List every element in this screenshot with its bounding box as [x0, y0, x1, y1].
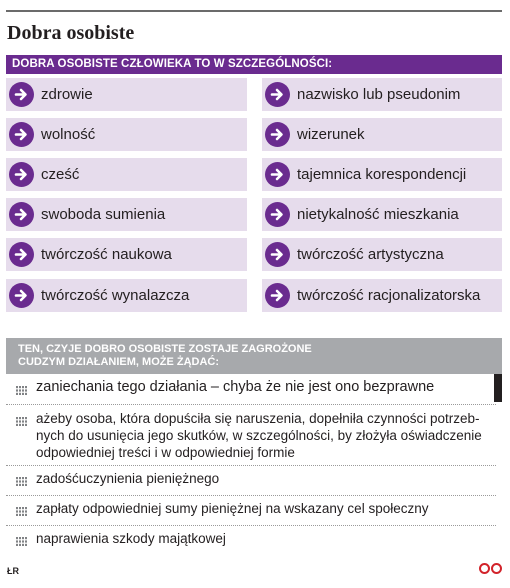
claim-item — [6, 500, 496, 517]
right-item-label: wolność — [41, 126, 96, 144]
grid-bullet-icon — [16, 504, 28, 514]
claim-text-line: zaniechania tego działania – chyba że nie jest ono bezprawne — [36, 379, 435, 395]
right-item-label: zdrowie — [41, 86, 93, 103]
arrow-right-circle-icon — [9, 162, 34, 187]
right-item-left — [6, 238, 247, 271]
claim-text — [36, 410, 482, 461]
gp-logo-icon — [479, 563, 502, 574]
claim-text-line: zadośćuczynienia pieniężnego — [36, 471, 220, 486]
dotted-divider — [6, 465, 496, 466]
right-item-label: nazwisko lub pseudonim — [297, 86, 461, 103]
arrow-right-circle-icon — [265, 122, 290, 147]
right-item-left — [6, 198, 247, 231]
claim-text-line: nych do usunięcia jego skutków, w szczególności, by złożyła oświadczenie — [36, 428, 482, 443]
dotted-divider — [6, 404, 496, 405]
right-item-label: nietykalność mieszkania — [297, 206, 459, 224]
arrow-right-circle-icon — [265, 82, 290, 107]
right-item-label: cześć — [41, 166, 80, 184]
claims-heading-line2: CUDZYM DZIAŁANIEM, MOŻE ŻĄDAĆ: — [18, 356, 220, 368]
claim-text-line: naprawienia szkody majątkowej — [36, 531, 226, 546]
claim-item — [6, 379, 496, 396]
arrow-right-circle-icon — [265, 202, 290, 227]
claim-item — [6, 410, 496, 461]
claim-item — [6, 470, 496, 487]
right-item-left — [6, 78, 247, 111]
claim-text-line: zapłaty odpowiedniej sumy pieniężnej na wskazany cel społeczny — [36, 501, 429, 516]
right-item-label: wizerunek — [297, 126, 365, 144]
dotted-divider — [6, 525, 496, 526]
dotted-divider — [6, 495, 496, 496]
right-item-label: twórczość wynalazcza — [41, 286, 190, 304]
right-item-left — [6, 118, 247, 151]
right-item-label: twórczość artystyczna — [297, 246, 444, 264]
grid-bullet-icon — [16, 414, 28, 424]
grid-bullet-icon — [16, 474, 28, 484]
claim-text — [36, 530, 226, 547]
source-credit: ŁR — [7, 566, 19, 576]
claim-text-line: odpowiedniej treści i w odpowiedniej formie — [36, 445, 295, 460]
right-item-right — [262, 279, 502, 312]
claims-heading — [6, 338, 502, 374]
page-title: Dobra osobiste — [7, 22, 135, 44]
grid-bullet-icon — [16, 534, 28, 544]
top-rule — [6, 10, 502, 12]
right-item-right — [262, 198, 502, 231]
claims-heading-line1: TEN, CZYJE DOBRO OSOBISTE ZOSTAJE ZAGROŻONE — [18, 343, 312, 355]
arrow-right-circle-icon — [265, 283, 290, 308]
right-item-label: twórczość naukowa — [41, 246, 172, 264]
right-item-right — [262, 238, 502, 271]
claim-text — [36, 379, 434, 396]
claim-text — [36, 470, 219, 487]
right-item-label: tajemnica korespondencji — [297, 166, 467, 184]
rights-heading: DOBRA OSOBISTE CZŁOWIEKA TO W SZCZEGÓLNOŚCI: — [6, 55, 502, 74]
claim-text-line: ażeby osoba, która dopuściła się naruszenia, dopełniła czynności potrzeb- — [36, 411, 480, 426]
right-item-left — [6, 279, 247, 312]
right-item-label: swoboda sumienia — [41, 206, 166, 224]
arrow-right-circle-icon — [9, 122, 34, 147]
arrow-right-circle-icon — [9, 82, 34, 107]
arrow-right-circle-icon — [265, 162, 290, 187]
right-item-left — [6, 158, 247, 191]
arrow-right-circle-icon — [9, 242, 34, 267]
grid-bullet-icon — [16, 383, 28, 393]
right-item-right — [262, 158, 502, 191]
claim-text — [36, 500, 428, 517]
arrow-right-circle-icon — [9, 202, 34, 227]
arrow-right-circle-icon — [265, 242, 290, 267]
right-item-label: twórczość racjonalizatorska — [297, 286, 481, 304]
claim-item — [6, 530, 496, 547]
arrow-right-circle-icon — [9, 283, 34, 308]
right-item-right — [262, 118, 502, 151]
right-item-right — [262, 78, 502, 111]
